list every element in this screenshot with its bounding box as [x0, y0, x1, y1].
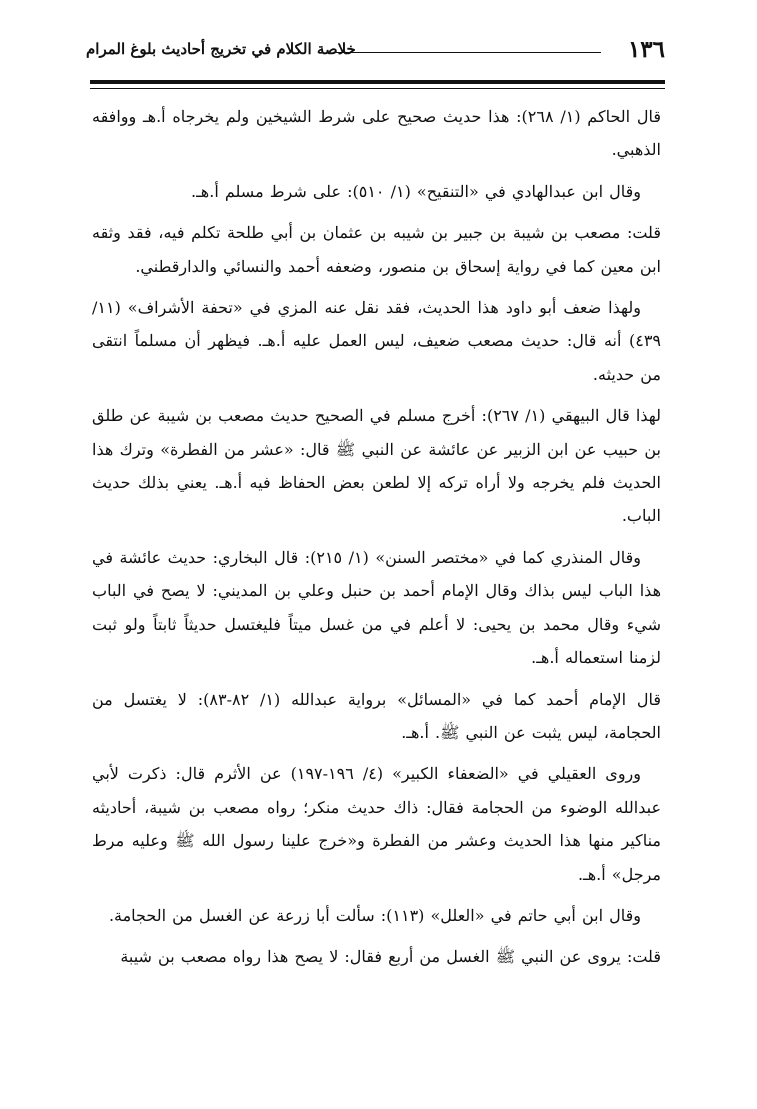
page-number: ١٣٦: [627, 36, 665, 63]
paragraph-ibn-abdulhadi: وقال ابن عبدالهادي في «التنقيح» (١/ ٥١٠): على شرط مسلم أ.هـ.: [191, 181, 641, 201]
header-dash-rule: [336, 52, 601, 53]
paragraph-ibn-abi-hatim: وقال ابن أبي حاتم في «العلل» (١١٣): سألت أبا زرعة عن الغسل من الحجامة.: [108, 905, 641, 925]
paragraph-hakim: قال الحاكم (١/ ٢٦٨): هذا حديث صحيح على شرط الشيخين ولم يخرجاه أ.هـ ووافقه الذهبي.: [92, 107, 661, 160]
body-text: [92, 100, 661, 982]
paragraph-abu-dawud: ولهذا ضعف أبو داود هذا الحديث، فقد نقل عنه المزي في «تحفة الأشراف» (١١/ ٤٣٩) أنه قال: حديث مصعب ضعيف، ليس العمل عليه أ.هـ. فيظهر أن مسلماً انتقى من حديثه.: [92, 298, 661, 384]
header-rule-thick: [90, 80, 665, 84]
header-rule-thin: [90, 88, 665, 89]
paragraph-mundhiri: وقال المنذري كما في «مختصر السنن» (١/ ٢١٥): قال البخاري: حديث عائشة في هذا الباب ليس بذاك وقال الإمام أحمد بن حنبل وعلي بن المديني: لا يصح في الباب شيء وقال محمد بن يحيى: لا أعلم في من غسل ميتاً فليغتسل حديثاً ثابتاً ولو ثبت لزمنا استعماله أ.هـ.: [92, 547, 661, 668]
paragraph-uqayli: وروى العقيلي في «الضعفاء الكبير» (٤/ ١٩٦-١٩٧) عن الأثرم قال: ذكرت لأبي عبدالله الوضوء من الحجامة فقال: ذاك حديث منكر؛ رواه مصعب بن شيبة، أحاديثه مناكير منها هذا الحديث وعشر من الفطرة و«خرج علينا رسول الله ﷺ وعليه مرط مرجل» أ.هـ.: [92, 764, 661, 884]
paragraph-bayhaqi: لهذا قال البيهقي (١/ ٢٦٧): أخرج مسلم في الصحيح حديث مصعب بن شيبة عن طلق بن حبيب عن ابن الزبير عن عائشة عن النبي ﷺ قال: «عشر من الفطرة» وترك هذا الحديث فلم يخرجه ولا أراه تركه إلا لطعن بعض الحفاظ فيه أ.هـ. يعني بذلك حديث الباب.: [92, 406, 662, 526]
paragraph-imam-ahmad: قال الإمام أحمد كما في «المسائل» برواية عبدالله (١/ ٨٢-٨٣): لا يغتسل من الحجامة، ليس يثبت عن النبي ﷺ. أ.هـ.: [92, 689, 662, 742]
paragraph-qultu: قلت: يروى عن النبي ﷺ الغسل من أربع فقال: لا يصح هذا رواه مصعب بن شيبة: [120, 947, 661, 967]
running-header: [86, 30, 665, 70]
running-title: خلاصة الكلام في تخريج أحاديث بلوغ المرام: [86, 40, 356, 58]
paragraph-musab-narrator: قلت: مصعب بن شيبة بن جبير بن شيبه بن عثمان بن أبي طلحة تكلم فيه، فقد وثقه ابن معين كما في رواية إسحاق بن منصور، وضعفه أحمد والنسائي والدارقطني.: [92, 223, 661, 276]
